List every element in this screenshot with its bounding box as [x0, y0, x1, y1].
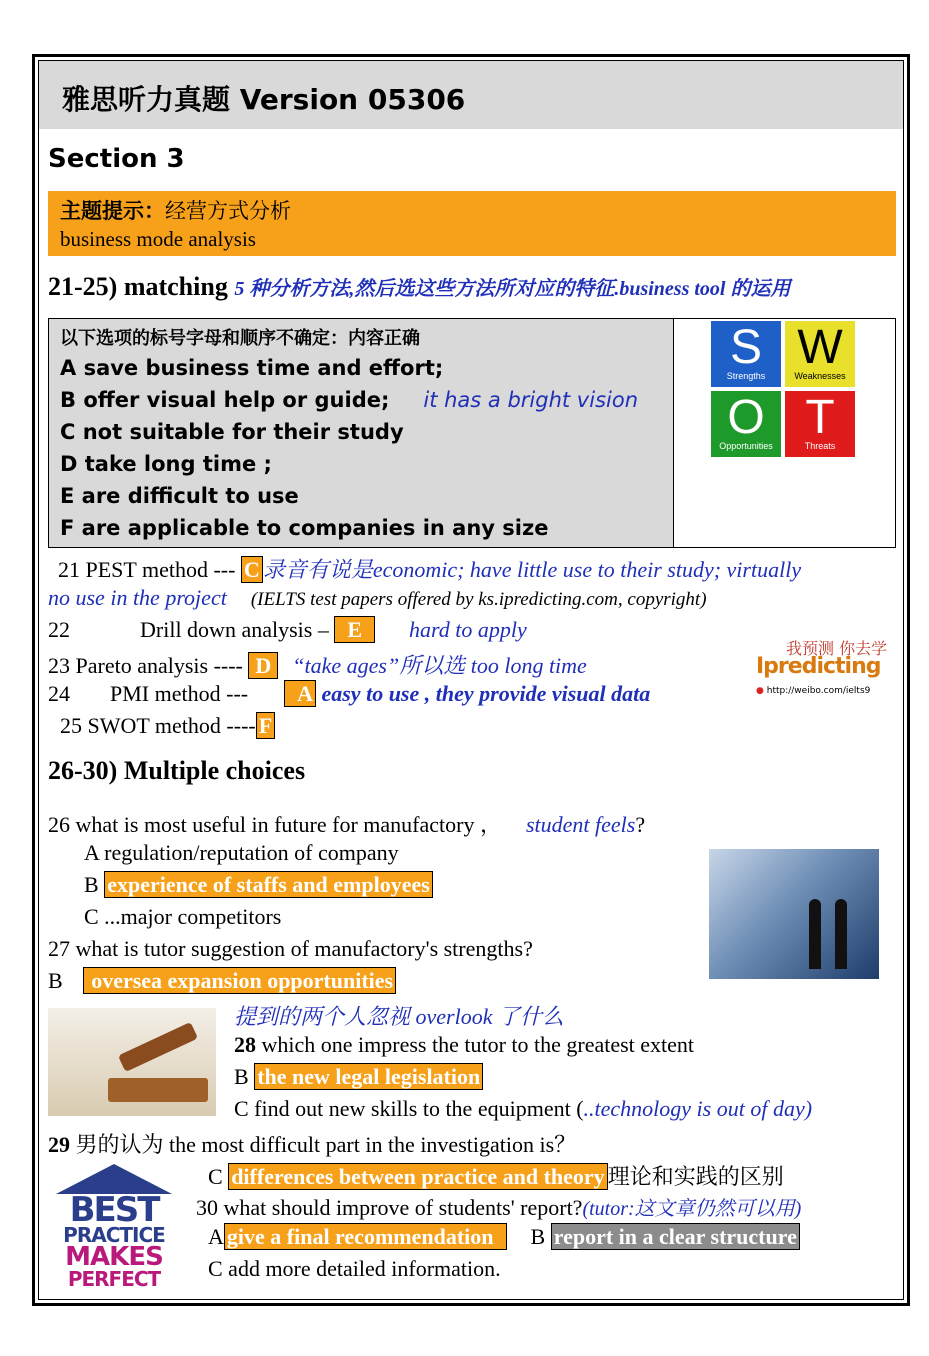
options-divider: [673, 319, 674, 547]
option-b-note: it has a bright vision: [423, 388, 638, 412]
gavel-scales-image: [48, 1008, 216, 1116]
options-header: 以下选项的标号字母和顺序不确定：内容正确: [60, 328, 420, 349]
weibo-icon: ●: [756, 686, 764, 696]
q30-c: C add more detailed information.: [208, 1256, 501, 1281]
ipredicting-logo: 我预测 你去学 Ipredicting ● http://weibo.com/ielts9: [756, 639, 888, 696]
q27-b: B oversea expansion opportunities: [48, 968, 396, 994]
q28: 28 which one impress the tutor to the greatest extent: [234, 1032, 695, 1057]
swot-strengths: S Strengths: [711, 321, 781, 387]
matching-heading: 21-25) matching 5 种分析方法,然后选这些方法所对应的特征.business tool 的运用: [48, 272, 791, 301]
swot-threats: T Threats: [785, 391, 855, 457]
q26-b: B experience of staffs and employees: [84, 872, 433, 898]
q26-a: A regulation/reputation of company: [84, 840, 399, 865]
answer-21: 21 PEST method --- C 录音有说是economic; have little use to their study; virtually: [58, 557, 802, 582]
answer-21-cont: no use in the project (IELTS test papers offered by ks.ipredicting.com, copyright): [48, 585, 707, 610]
option-a: A save business time and effort;: [60, 356, 444, 380]
q29: 29 男的认为 the most difficult part in the investigation is？: [48, 1132, 577, 1157]
answer-23: 23 Pareto analysis ---- D “take ages”所以选 too long time: [48, 653, 587, 678]
page-title: 雅思听力真题 Version 05306: [62, 83, 466, 116]
topic-en: business mode analysis: [60, 227, 256, 251]
option-e: E are difficult to use: [60, 484, 299, 508]
option-f: F are applicable to companies in any size: [60, 516, 549, 540]
option-c: C not suitable for their study: [60, 420, 404, 444]
q27: 27 what is tutor suggestion of manufactory's strengths?: [48, 936, 533, 961]
q29-c: C differences between practice and theory 理论和实践的区别: [208, 1164, 784, 1189]
q28-c: C find out new skills to the equipment (..technology is out of day): [234, 1096, 813, 1121]
note-overlook: 提到的两个人忽视 overlook 了什么: [234, 1004, 564, 1029]
mc-heading: 26-30) Multiple choices: [48, 756, 306, 785]
option-d: D take long time ;: [60, 452, 272, 476]
section-heading: Section 3: [48, 144, 185, 174]
q26: 26 what is most useful in future for manufactory ， student feels?: [48, 812, 646, 837]
swot-weaknesses: W Weaknesses: [785, 321, 855, 387]
option-b: B offer visual help or guide; it has a bright vision: [60, 388, 638, 412]
answer-24: 24 PMI method --- A easy to use , they provide visual data: [48, 681, 651, 706]
q30-ab: A give a final recommendation B report in a clear structure: [208, 1224, 800, 1250]
handshake-globe-image: [709, 849, 879, 979]
best-practice-badge: BEST PRACTICE MAKES PERFECT: [56, 1164, 172, 1294]
answer-22: 22 Drill down analysis – E hard to apply: [48, 617, 527, 642]
q26-c: C ...major competitors: [84, 904, 282, 929]
q28-b: B the new legal legislation: [234, 1064, 483, 1090]
answer-25: 25 SWOT method ---- F: [60, 713, 275, 739]
matching-note: 5 种分析方法,然后选这些方法所对应的特征.business tool 的运用: [234, 278, 791, 300]
q30: 30 what should improve of students' report?(tutor:这文章仍然可以用): [196, 1195, 802, 1220]
topic-cn: 主题提示：经营方式分析: [60, 199, 291, 223]
swot-opportunities: O Opportunities: [711, 391, 781, 457]
